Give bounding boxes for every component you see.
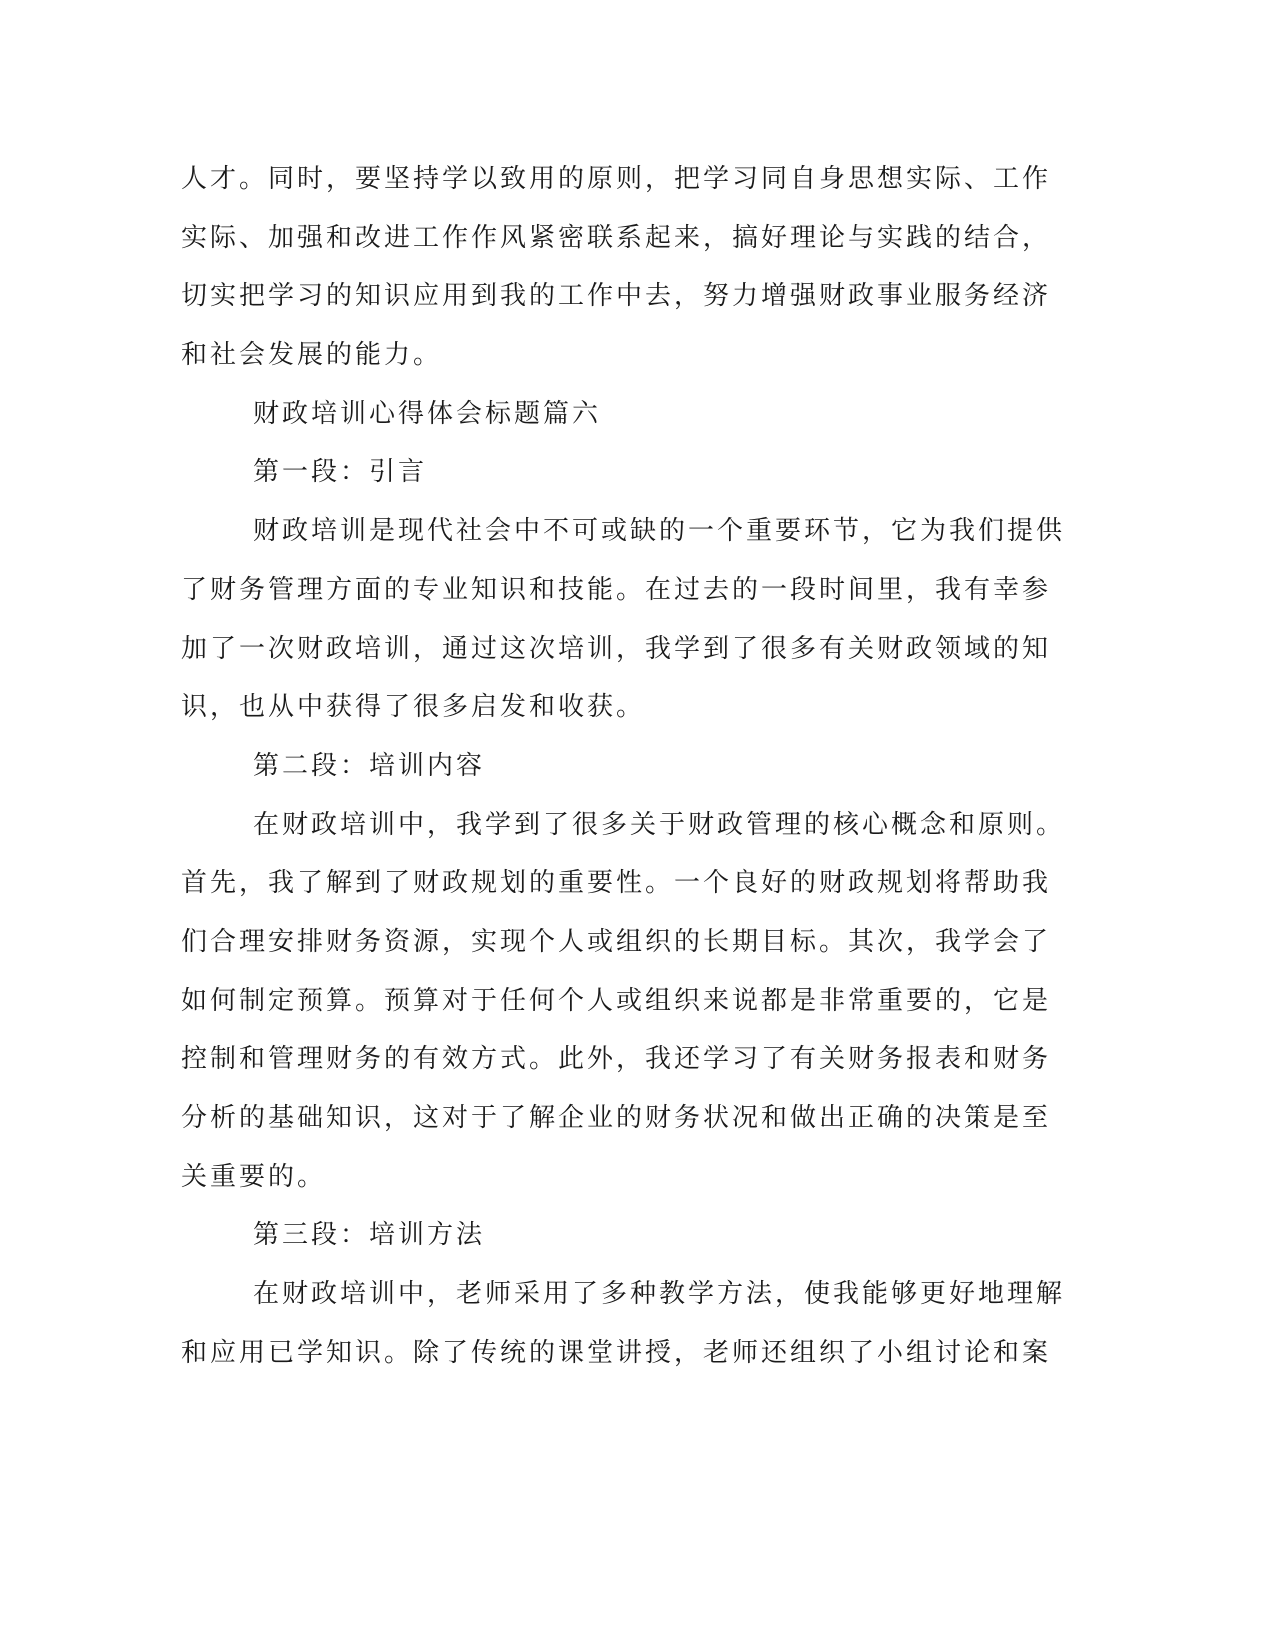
text-line: 分析的基础知识，这对于了解企业的财务状况和做出正确的决策是至 [181, 1103, 1052, 1133]
text-line: 加了一次财政培训，通过这次培训，我学到了很多有关财政领域的知 [181, 633, 1052, 664]
section-heading: 第一段：引言 [253, 457, 428, 488]
text-line: 和社会发展的能力。 [181, 340, 443, 371]
text-line: 识，也从中获得了很多启发和收获。 [181, 692, 646, 723]
text-line: 了财务管理方面的专业知识和技能。在过去的一段时间里，我有幸参 [181, 574, 1052, 605]
text-line: 们合理安排财务资源，实现个人或组织的长期目标。其次，我学会了 [181, 926, 1052, 957]
text-line: 财政培训是现代社会中不可或缺的一个重要环节，它为我们提供 [253, 516, 1066, 547]
text-line: 人才。同时，要坚持学以致用的原则，把学习同自身思想实际、工作 [181, 164, 1052, 194]
text-line: 在财政培训中，我学到了很多关于财政管理的核心概念和原则。 [253, 809, 1066, 840]
body-text [181, 150, 1066, 1382]
text-line: 实际、加强和改进工作作风紧密联系起来，搞好理论与实践的结合， [181, 222, 1052, 253]
text-line: 控制和管理财务的有效方式。此外，我还学习了有关财务报表和财务 [181, 1044, 1052, 1075]
text-line: 如何制定预算。预算对于任何个人或组织来说都是非常重要的，它是 [181, 985, 1052, 1016]
text-line: 和应用已学知识。除了传统的课堂讲授，老师还组织了小组讨论和案 [181, 1337, 1052, 1368]
section-title: 财政培训心得体会标题篇六 [253, 398, 602, 429]
text-line: 切实把学习的知识应用到我的工作中去，努力增强财政事业服务经济 [181, 281, 1052, 312]
section-heading: 第三段：培训方法 [253, 1220, 486, 1251]
text-line: 首先，我了解到了财政规划的重要性。一个良好的财政规划将帮助我 [181, 868, 1052, 899]
text-line: 在财政培训中，老师采用了多种教学方法，使我能够更好地理解 [253, 1279, 1066, 1310]
text-line: 关重要的。 [181, 1161, 327, 1192]
section-heading: 第二段：培训内容 [253, 750, 486, 781]
